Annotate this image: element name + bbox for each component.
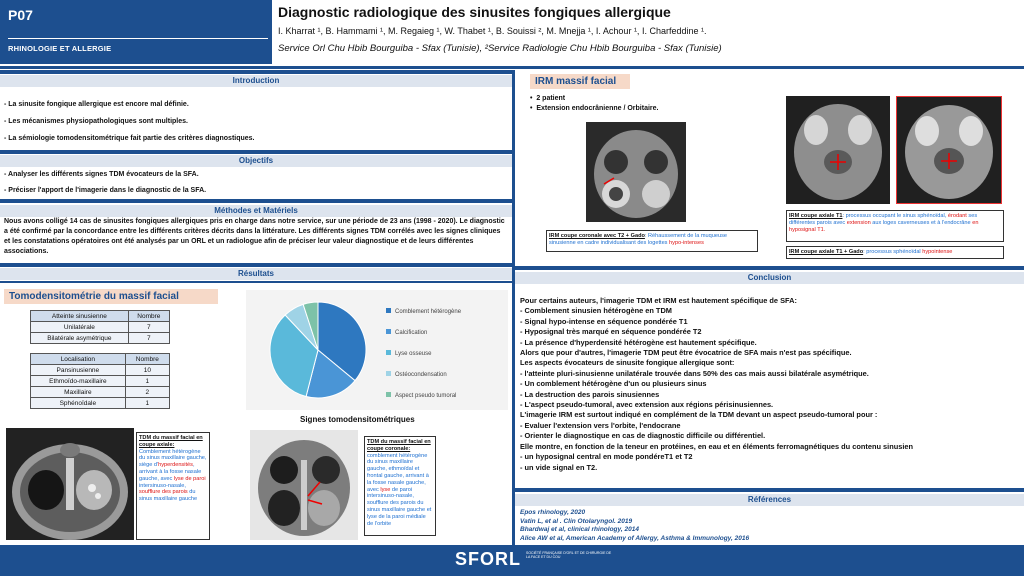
intro-item: - Les mécanismes physiopathologiques sont multiples. bbox=[4, 118, 188, 125]
header-rule bbox=[8, 38, 268, 39]
table-cell: 7 bbox=[128, 333, 169, 344]
table-row bbox=[31, 365, 170, 376]
objectif-item: - Analyser les différents signes TDM évocateurs de la SFA. bbox=[4, 171, 199, 178]
caption-title: IRM coupe axiale T1 bbox=[789, 213, 843, 219]
irm-bullet: • 2 patient bbox=[530, 95, 566, 102]
conclusion-line: Les aspects évocateurs de sinusite fongique allergique sont: bbox=[520, 358, 735, 368]
divider bbox=[0, 70, 512, 74]
conclusion-line: - L'aspect pseudo-tumoral, avec extension aux régions périsinusiennes. bbox=[520, 400, 774, 410]
caption-highlight: érodant bbox=[947, 213, 967, 219]
chart-caption: Signes tomodensitométriques bbox=[300, 415, 415, 424]
divider bbox=[515, 488, 1024, 492]
table-cell: 10 bbox=[125, 365, 169, 376]
table-cell: Sphénoïdale bbox=[31, 398, 126, 409]
table-cell: 1 bbox=[125, 398, 169, 409]
caption-highlight: en hyposignal T1. bbox=[789, 219, 979, 233]
irm-bullet: • Extension endocrânienne / Orbitaire. bbox=[530, 105, 659, 112]
divider bbox=[0, 150, 512, 154]
poster-title: Diagnostic radiologique des sinusites fongiques allergique bbox=[278, 4, 671, 20]
sforl-subtitle: SOCIÉTÉ FRANÇAISE D'ORL ET DE CHIRURGIE DE LA FACE ET DU COU bbox=[526, 551, 612, 560]
references-list bbox=[520, 509, 749, 543]
intro-item: - La sinusite fongique allergique est encore mal définie. bbox=[4, 101, 189, 108]
conclusion-line: - un hyposignal central en mode pondéreT1 et T2 bbox=[520, 452, 693, 462]
legend-swatch bbox=[386, 329, 391, 334]
divider bbox=[0, 199, 512, 203]
conclusion-line: Elle montre, en fonction de la teneur en protéines, en eau et en éléments ferromagnétiques du contenu sinusien bbox=[520, 441, 914, 451]
table-row bbox=[31, 322, 170, 333]
table-cell: Pansinusienne bbox=[31, 365, 126, 376]
irm-axial-t1-gado-drawing bbox=[897, 97, 1001, 203]
irm-axial-t1-drawing bbox=[786, 96, 890, 204]
irm-bullet-text: 2 patient bbox=[536, 95, 566, 102]
caption-highlight: hyperdensités bbox=[158, 462, 193, 469]
reference-item: Epos rhinology, 2020 bbox=[520, 509, 586, 516]
conclusion-line: Alors que pour d'autres, l'imagerie TDM peut être évocatrice de SFA mais n'est pas spécifique. bbox=[520, 348, 852, 358]
reference-item: Bhardwaj et al, clinical rhinology, 2014 bbox=[520, 526, 639, 533]
objectifs-heading: Objectifs bbox=[0, 155, 512, 167]
caption-highlight: lyse bbox=[380, 486, 391, 493]
chart-panel bbox=[246, 290, 508, 410]
ct-coronal-image bbox=[250, 430, 358, 540]
legend-label: Calcification bbox=[395, 330, 428, 336]
table-header: Nombre bbox=[125, 354, 169, 365]
legend-label: Aspect pseudo tumoral bbox=[395, 393, 457, 399]
table-header-row bbox=[31, 311, 170, 322]
pie-chart bbox=[246, 290, 508, 410]
legend-swatch bbox=[386, 350, 391, 355]
table-header-row bbox=[31, 354, 170, 365]
caption-highlight: soufflure des parois bbox=[139, 489, 188, 496]
intro-heading: Introduction bbox=[0, 75, 512, 87]
legend-swatch bbox=[386, 371, 391, 376]
irm-coronal-image bbox=[586, 122, 686, 222]
caption-title: TDM du massif facial en coupe coronale: bbox=[367, 439, 431, 452]
table-row bbox=[31, 333, 170, 344]
conclusion-line: - Signal hypo-intense en séquence pondérée T1 bbox=[520, 316, 688, 326]
conclusion-line: L'imagerie IRM est surtout indiqué en complément de la TDM devant un aspect pseudo-tumoral pour : bbox=[520, 410, 878, 420]
poster-code: P07 bbox=[8, 7, 33, 23]
conclusion-line: - Hyposignal très marqué en séquence pondérée T2 bbox=[520, 327, 702, 337]
references-heading: Références bbox=[515, 494, 1024, 506]
table-header: Atteinte sinusienne bbox=[31, 311, 129, 322]
table-header: Localisation bbox=[31, 354, 126, 365]
legend-label: Ostéocondensation bbox=[395, 372, 447, 378]
caption-text: intersinuso-nasale, bbox=[139, 482, 186, 489]
caption-text: : Réhaussement de la muqueuse sinusienne en cadre individualisant des logettes bbox=[549, 233, 727, 246]
caption-text: : processus sphénoïdal bbox=[863, 249, 923, 255]
caption-text: aux loges caverneuses et à l'endocrâne bbox=[870, 219, 973, 226]
caption-highlight: hypo-intenses bbox=[669, 239, 704, 246]
divider bbox=[0, 263, 512, 267]
table-cell: Unilatérale bbox=[31, 322, 129, 333]
legend-label: Comblement hétérogène bbox=[395, 309, 462, 315]
irm-axial-t1-gado-image bbox=[896, 96, 1002, 204]
caption-text: , arrivant à la fosse nasale gauche, avec bbox=[139, 462, 202, 482]
affiliation: Service Orl Chu Hbib Bourguiba - Sfax (Tunisie), ²Service Radiologie Chu Hbib Bourguiba - Sfax (Tunisie) bbox=[278, 43, 722, 54]
caption-text: Comblement hétérogène du sinus maxillaire gauche, siège d' bbox=[139, 448, 207, 469]
conclusion-line: - un vide signal en T2. bbox=[520, 462, 598, 472]
conclusion-line: - Un comblement hétérogène d'un ou plusieurs sinus bbox=[520, 379, 707, 389]
conclusion-text bbox=[520, 296, 1020, 473]
caption-text: du sinus maxillaire gauche bbox=[139, 489, 198, 503]
legend-swatch bbox=[386, 392, 391, 397]
divider bbox=[0, 281, 512, 283]
authors: I. Kharrat ¹, B. Hammami ¹, M. Regaieg ¹, W. Thabet ¹, B. Souissi ², M. Mnejja ¹, I. Achour ¹, I. Charfeddine ¹. bbox=[278, 26, 707, 36]
intro-item: - La sémiologie tomodensitométrique fait partie des critères diagnostiques. bbox=[4, 135, 255, 142]
caption-highlight: extension bbox=[846, 219, 871, 226]
conclusion-line: - Orienter le diagnostique en cas de diagnostic difficile ou différentiel. bbox=[520, 431, 766, 441]
reference-item: Vatin L, et al . Clin Otolaryngol. 2019 bbox=[520, 517, 633, 525]
caption-title: IRM coupe axiale T1 + Gado bbox=[789, 249, 864, 255]
legend-swatch bbox=[386, 308, 391, 313]
table-header: Nombre bbox=[128, 311, 169, 322]
table-row bbox=[31, 398, 170, 409]
caption-text: : processus occupant le sinus sphénoïdal, bbox=[842, 213, 948, 219]
caption-highlight: lyse de paroi bbox=[173, 475, 206, 482]
caption-text: comblement hétérogène du sinus maxillaire gauche, ethmoïdal et frontal gauche, arrivant à la fosse nasale gauche, avec bbox=[367, 452, 429, 493]
legend-label: Lyse osseuse bbox=[395, 351, 432, 357]
table-cell: Maxillaire bbox=[31, 387, 126, 398]
irm-bullet-text: Extension endocrânienne / Orbitaire. bbox=[536, 105, 659, 112]
divider bbox=[515, 266, 1024, 270]
caption-text: ses différentes parois avec bbox=[789, 213, 978, 226]
header-badge bbox=[0, 0, 272, 64]
table-cell: Ethmoïdo-maxillaire bbox=[31, 376, 126, 387]
irm-axial-caption bbox=[786, 210, 1004, 242]
ct-coronal-caption bbox=[364, 436, 436, 536]
caption-text: de paroi intersinuso-nasale, soufflure des parois du sinus maxillaire gauche et lyse de la paroi médiale de l'orbite bbox=[367, 486, 432, 527]
header-divider bbox=[0, 66, 1024, 69]
irm-coronal-caption bbox=[546, 230, 758, 252]
ct-axial-caption bbox=[136, 432, 210, 540]
conclusion-line: - l'atteinte pluri-sinusienne unilatérale trouvée dans 50% des cas mais aussi bilatérale asymétrique. bbox=[520, 368, 869, 378]
tdm-title: Tomodensitométrie du massif facial bbox=[4, 289, 218, 304]
irm-title: IRM massif facial bbox=[530, 74, 630, 89]
irm-gado-caption bbox=[786, 246, 1004, 259]
conclusion-heading: Conclusion bbox=[515, 272, 1024, 284]
resultats-heading: Résultats bbox=[0, 268, 512, 280]
conclusion-line: - La présence d'hyperdensité hétérogène est hautement spécifique. bbox=[520, 337, 757, 347]
table-cell: 2 bbox=[125, 387, 169, 398]
reference-item: Alice AW et al, American Academy of Allergy, Asthma & Immunology, 2016 bbox=[520, 534, 750, 542]
conclusion-line: - Comblement sinusien hétérogène en TDM bbox=[520, 306, 672, 316]
ct-axial-drawing bbox=[6, 428, 134, 540]
table-cell: 1 bbox=[125, 376, 169, 387]
table-localisation bbox=[30, 353, 170, 409]
conclusion-line: Pour certains auteurs, l'imagerie TDM et IRM est hautement spécifique de SFA: bbox=[520, 296, 797, 305]
caption-title: IRM coupe coronale avec T2 + Gado bbox=[549, 233, 645, 239]
poster-theme: RHINOLOGIE ET ALLERGIE bbox=[8, 44, 112, 53]
caption-highlight: hypointense bbox=[922, 249, 953, 255]
conclusion-line: - Evaluer l'extension vers l'orbite, l'endocrane bbox=[520, 420, 681, 430]
column-divider bbox=[512, 70, 515, 545]
table-atteinte bbox=[30, 310, 170, 344]
table-cell: Bilatérale asymétrique bbox=[31, 333, 129, 344]
methodes-heading: Méthodes et Matériels bbox=[0, 205, 512, 217]
ct-axial-image bbox=[6, 428, 134, 540]
methodes-text: Nous avons colligé 14 cas de sinusites fongiques allergiques pris en charge dans notre service, sur une période de 23 ans (1998 - 2020). Le diagnostic a été confirmé par la concordance entre les différents critères décrits dans la littérature. Les différents signes TDM corrélés avec les signes cliniques et les constatations opératoires ont été analysés par un ORL et un radiologue afin de préciser leur valeur diagnostique et de leurs différentes associations. bbox=[4, 218, 505, 255]
irm-axial-t1-image bbox=[786, 96, 890, 204]
irm-coronal-drawing bbox=[586, 122, 686, 222]
table-row bbox=[31, 387, 170, 398]
ct-coronal-drawing bbox=[250, 430, 358, 540]
objectif-item: - Préciser l'apport de l'imagerie dans le diagnostic de la SFA. bbox=[4, 187, 207, 194]
conclusion-line: - La destruction des parois sinusiennes bbox=[520, 389, 660, 399]
caption-title: TDM du massif facial en coupe axiale: bbox=[139, 435, 203, 448]
table-row bbox=[31, 376, 170, 387]
table-cell: 7 bbox=[128, 322, 169, 333]
sforl-logo: SFORL bbox=[455, 549, 521, 569]
